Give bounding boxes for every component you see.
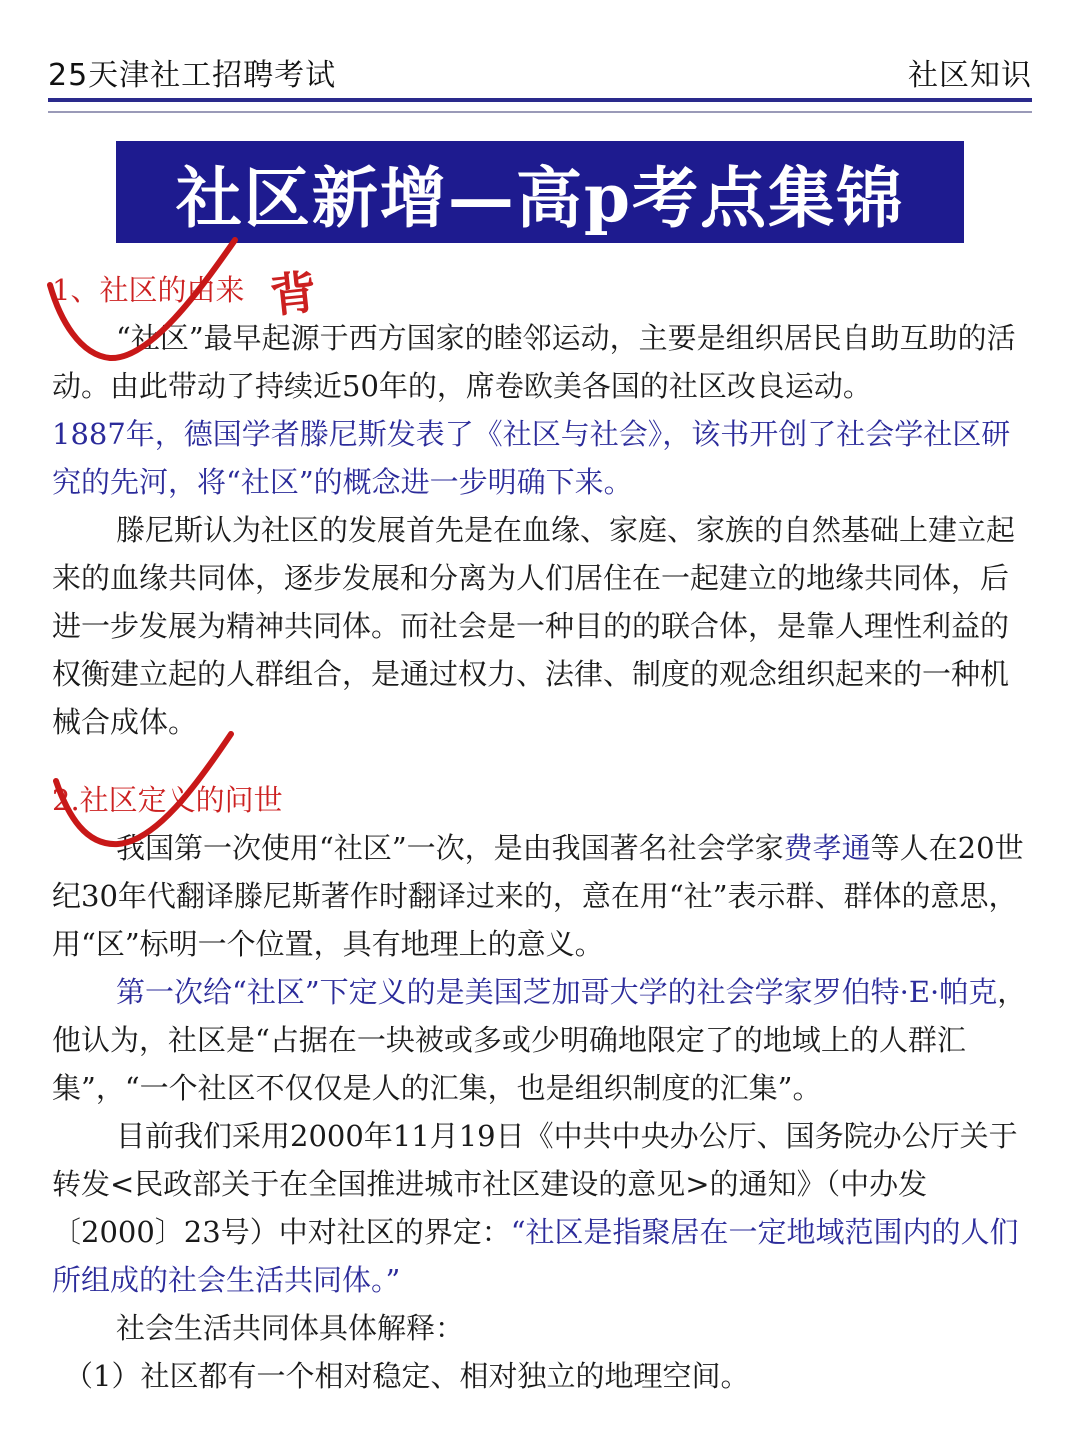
section-2 [52,776,1032,1400]
p1-post: 等人在20世纪30年代翻译滕尼斯著作时翻译过来的，意在用“社”表示群、群体的意思，用“区”标明一个位置，具有地理上的意义。 [52,831,1024,961]
handwritten-annotation: 背 [267,264,320,324]
p3-definition-quote: “社区是指聚居在一定地域范围内的人们所组成的社会生活共同体。” [52,1215,1019,1297]
header-right-category: 社区知识 [908,58,1032,93]
section-1 [52,266,1032,746]
page-header [48,44,1032,100]
section-1-heading: 1、社区的由来 [52,273,245,307]
p1-pre: 我国第一次使用“社区”一次，是由我国著名社会学家 [116,831,784,865]
header-divider-thick [48,98,1032,102]
section-1-paragraph-1: “社区”最早起源于西方国家的睦邻运动，主要是组织居民自助互助的活动。由此带动了持续近50年的，席卷欧美各国的社区改良运动。 [52,321,1016,403]
main-title-banner [116,141,964,243]
main-title: 社区新增—高p考点集锦 [175,158,905,237]
section-2-paragraph-1 [52,824,1032,968]
person-name-fei-xiaotong: 费孝通 [783,831,871,865]
section-2-item-1: （1）社区都有一个相对稳定、相对独立的地理空间。 [64,1359,750,1393]
p2-rest: ，他认为，社区是“占据在一块被或多或少明确地限定了的地域上的人群汇集”，“一个社区不仅仅是人的汇集，也是组织制度的汇集”。 [52,975,1027,1105]
p2-highlight: 第一次给“社区”下定义的是美国芝加哥大学的社会学家罗伯特·E·帕克 [116,975,998,1009]
section-1-paragraph-2: 1887年，德国学者滕尼斯发表了《社区与社会》，该书开创了社会学社区研究的先河，将“社区”的概念进一步明确下来。 [52,417,1011,499]
section-2-paragraph-3 [52,1112,1032,1304]
header-divider-thin [48,111,1032,113]
p3-pre: 目前我们采用2000年11月19日《中共中央办公厅、国务院办公厅关于转发<民政部关于在全国推进城市社区建设的意见>的通知》（中办发〔2000〕23号）中对社区的界定： [52,1119,1018,1249]
section-2-paragraph-2 [52,968,1032,1112]
section-1-paragraph-3: 滕尼斯认为社区的发展首先是在血缘、家庭、家族的自然基础上建立起来的血缘共同体，逐步发展和分离为人们居住在一起建立的地缘共同体，后进一步发展为精神共同体。而社会是一种目的的联合体，是靠人理性利益的权衡建立起的人群组合，是通过权力、法律、制度的观念组织起来的一种机械合成体。 [52,513,1016,739]
header-left-title: 25天津社工招聘考试 [48,58,337,93]
section-2-paragraph-4: 社会生活共同体具体解释： [116,1311,465,1345]
section-2-heading: 2.社区定义的问世 [52,783,283,817]
